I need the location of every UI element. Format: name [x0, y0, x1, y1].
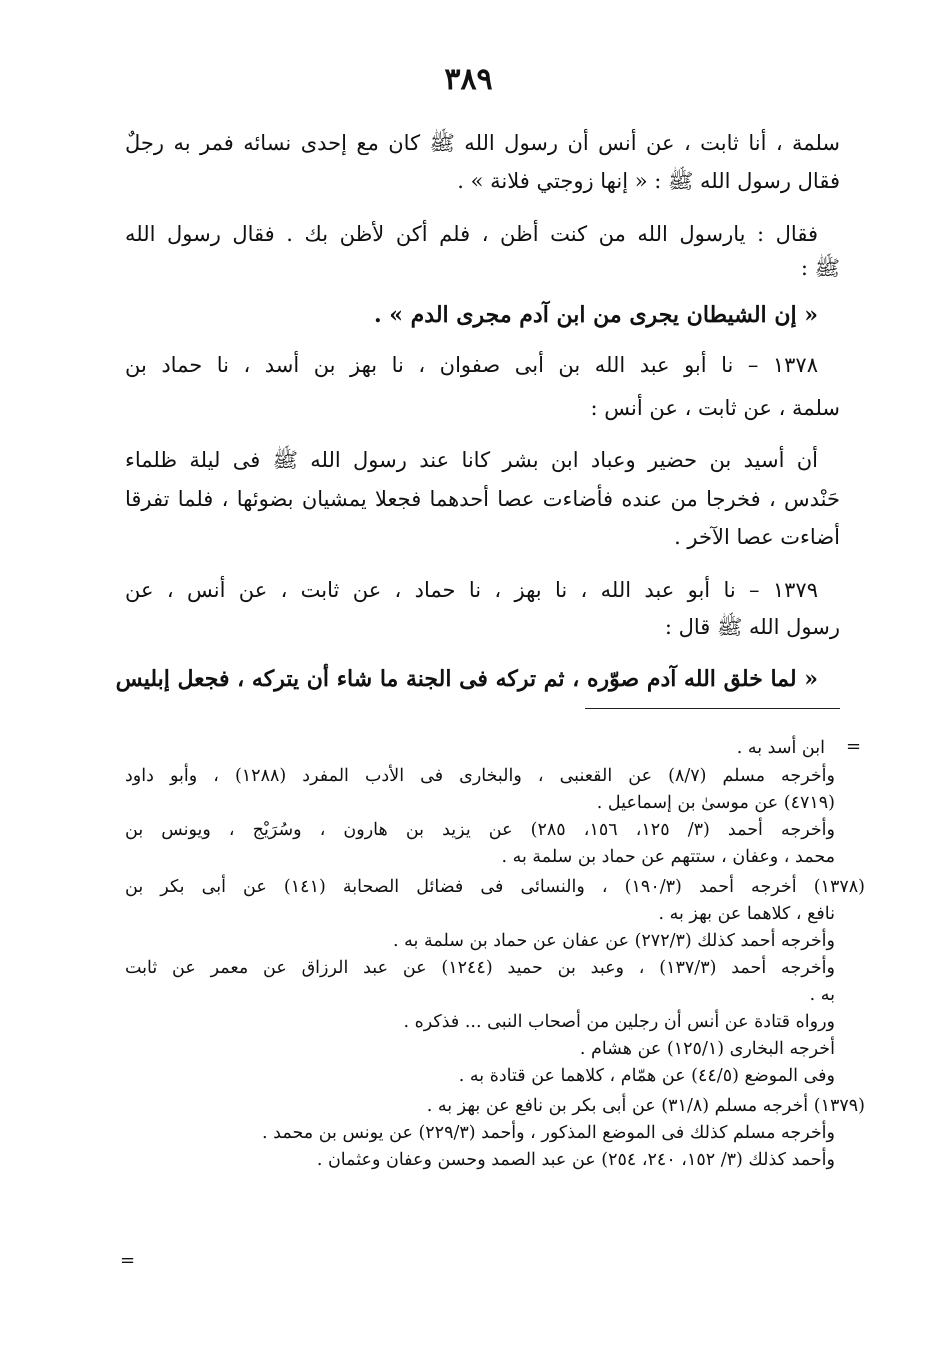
text-line: « لما خلق الله آدم صوّره ، ثم تركه فى الجنة ما شاء أن يتركه ، فجعل إبليس [115, 666, 818, 692]
text-line: رسول الله ﷺ قال : [664, 615, 840, 639]
footnote-line: ورواه قتادة عن أنس أن رجلين من أصحاب النبى ... فذكره . [403, 1012, 835, 1032]
page-number: ٣٨٩ [444, 62, 493, 97]
text-line: سلمة ، عن ثابت ، عن أنس : [590, 396, 840, 420]
footnote-line: ابن أسد به . [736, 738, 825, 758]
text-line: « إن الشيطان يجرى من ابن آدم مجرى الدم » . [373, 302, 818, 328]
footnote-line: وأحمد كذلك (٣/ ١٥٢، ٢٤٠، ٢٥٤) عن عبد الصمد وحسن وعفان وعثمان . [316, 1150, 835, 1170]
text-line: ﷺ : [800, 256, 840, 280]
footnote-line: به . [809, 985, 835, 1005]
footnote-line: وفى الموضع (٤٤/٥) عن همّام ، كلاهما عن قتادة به . [458, 1066, 835, 1086]
footnote-line: محمد ، وعفان ، ستتهم عن حماد بن سلمة به . [501, 847, 835, 867]
text-line: ١٣٧٩ – نا أبو عبد الله ، نا بهز ، نا حماد ، عن ثابت ، عن أنس ، عن [125, 578, 818, 602]
text-line: أن أسيد بن حضير وعباد ابن بشر كانا عند رسول الله ﷺ فى ليلة ظلماء [125, 448, 818, 472]
text-line: ١٣٧٨ – نا أبو عبد الله بن أبى صفوان ، نا بهز بن أسد ، نا حماد بن [125, 353, 818, 377]
footnote-line: (٤٧١٩) عن موسىٰ بن إسماعيل . [596, 793, 835, 813]
footnote-line: (١٣٧٨) أخرجه أحمد (١٩٠/٣) ، والنسائى فى فضائل الصحابة (١٤١) عن أبى بكر بن [125, 877, 865, 897]
footnote-line: (١٣٧٩) أخرجه مسلم (٣١/٨) عن أبى بكر بن نافع عن بهز به . [426, 1096, 865, 1116]
text-line: فقال رسول الله ﷺ : « إنها زوجتي فلانة » . [457, 169, 840, 193]
footnote-line: وأخرجه أحمد كذلك (٢٧٢/٣) عن عفان عن حماد بن سلمة به . [393, 931, 835, 951]
continuation-marker-top: = [846, 736, 862, 757]
text-line: سلمة ، أنا ثابت ، عن أنس أن رسول الله ﷺ كان مع إحدى نسائه فمر به رجلٌ [125, 131, 840, 155]
footnote-line: أخرجه البخارى (١٢٥/١) عن هشام . [579, 1039, 835, 1059]
footnote-line: وأخرجه مسلم كذلك فى الموضع المذكور ، وأحمد (٢٢٩/٣) عن يونس بن محمد . [262, 1123, 835, 1143]
footnote-line: نافع ، كلاهما عن بهز به . [658, 904, 835, 924]
footnote-line: وأخرجه مسلم (٨/٧) عن القعنبى ، والبخارى فى الأدب المفرد (١٢٨٨) ، وأبو داود [125, 766, 835, 786]
footnote-line: وأخرجه أحمد (٣/ ١٢٥، ١٥٦، ٢٨٥) عن يزيد بن هارون ، وسُرَيْج ، ويونس بن [125, 820, 835, 840]
footnote-line: وأخرجه أحمد (١٣٧/٣) ، وعبد بن حميد (١٢٤٤) عن عبد الرزاق عن معمر عن ثابت [125, 958, 835, 978]
continuation-marker-bottom: = [120, 1250, 136, 1271]
text-line: حَنْدس ، فخرجا من عنده فأضاءت عصا أحدهما فجعلا يمشيان بضوئها ، فلما تفرقا [125, 487, 840, 511]
text-line: أضاءت عصا الآخر . [674, 525, 840, 549]
text-line: فقال : يارسول الله من كنت أظن ، فلم أكن لأظن بك . فقال رسول الله [125, 222, 818, 246]
footnote-separator [585, 708, 840, 709]
